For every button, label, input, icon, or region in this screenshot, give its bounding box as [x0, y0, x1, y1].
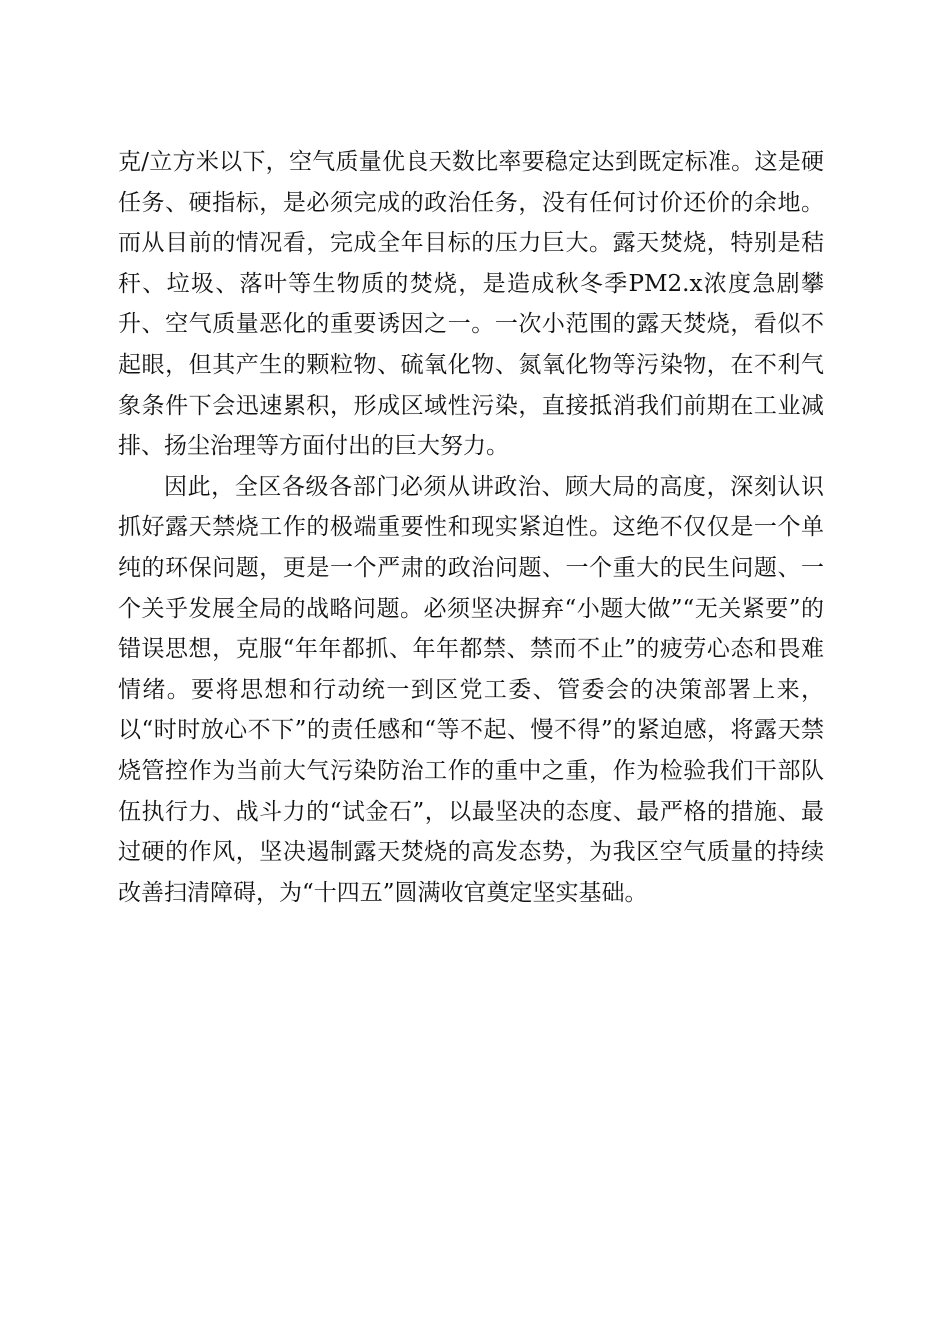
paragraph-conclusion: 因此，全区各级各部门必须从讲政治、顾大局的高度，深刻认识抓好露天禁烧工作的极端重要性和现实紧迫性。这绝不仅仅是一个单纯的环保问题，更是一个严肃的政治问题、一个重大的民生问题、一个关乎发展全局的战略问题。必须坚决摒弃“小题大做”“无关紧要”的错误思想，克服“年年都抓、年年都禁、禁而不止”的疲劳心态和畏难情绪。要将思想和行动统一到区党工委、管委会的决策部署上来，以“时时放心不下”的责任感和“等不起、慢不得”的紧迫感，将露天禁烧管控作为当前大气污染防治工作的重中之重，作为检验我们干部队伍执行力、战斗力的“试金石”，以最坚决的态度、最严格的措施、最过硬的作风，坚决遏制露天焚烧的高发态势，为我区空气质量的持续改善扫清障碍，为“十四五”圆满收官奠定坚实基础。 — [118, 473, 824, 906]
document-body — [118, 142, 824, 913]
paragraph-continued: 克/立方米以下，空气质量优良天数比率要稳定达到既定标准。这是硬任务、硬指标，是必须完成的政治任务，没有任何讨价还价的余地。而从目前的情况看，完成全年目标的压力巨大。露天焚烧，特别是秸秆、垃圾、落叶等生物质的焚烧，是造成秋冬季PM2.x浓度急剧攀升、空气质量恶化的重要诱因之一。一次小范围的露天焚烧，看似不起眼，但其产生的颗粒物、硫氧化物、氮氧化物等污染物，在不利气象条件下会迅速累积，形成区域性污染，直接抵消我们前期在工业减排、扬尘治理等方面付出的巨大努力。 — [118, 149, 824, 460]
